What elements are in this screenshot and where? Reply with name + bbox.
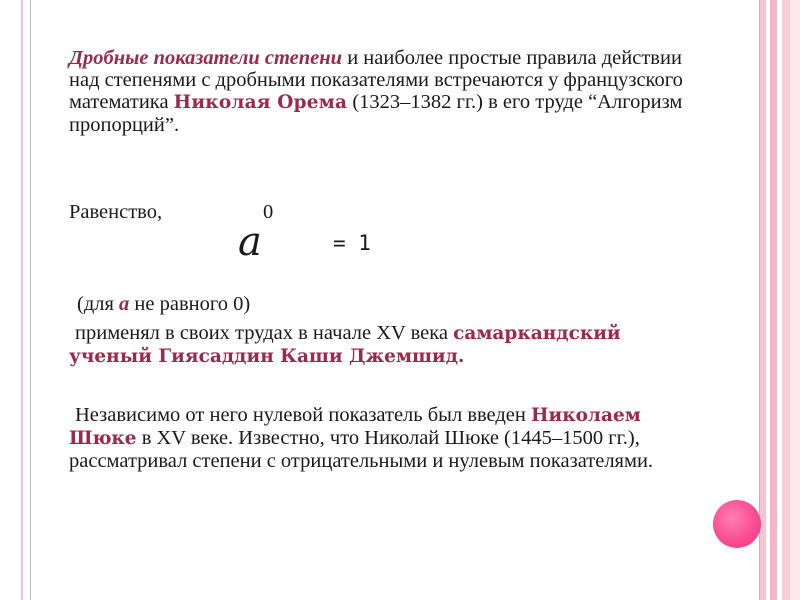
equality-label: Равенство, — [69, 201, 163, 223]
left-accent-line — [21, 0, 23, 600]
name-chuquet: Николаем Шюке — [69, 405, 641, 449]
paragraph-kashi — [69, 322, 709, 368]
pink-circle-decoration — [713, 500, 761, 548]
condition-variable: a — [119, 293, 130, 315]
condition-text: не равного 0) — [129, 293, 251, 315]
condition-text: (для — [77, 293, 120, 315]
paragraph-text: Независимо от него нулевой показатель был введен — [75, 404, 532, 426]
paragraph-text: применял в своих трудах в начале XV века — [75, 322, 454, 344]
equation-exponent: 0 — [263, 201, 274, 223]
equation-result: = 1 — [333, 231, 371, 255]
equation-base: a — [238, 219, 262, 265]
paragraph-text: (1323–1382 гг.) в его труде “Алгоризм пропорций”. — [69, 91, 683, 136]
name-kashi: самаркандский ученый Гиясаддин Каши Джемшид. — [69, 323, 621, 367]
name-oresme: Николая Орема — [173, 92, 348, 113]
paragraph-chuquet — [69, 404, 709, 472]
term-fractional-exponents: Дробные показатели степени — [69, 47, 343, 69]
paragraph-text: в XV веке. Известно, что Николай Шюке (1445–1500 гг.), рассматривал степени с отрицательными и нулевым показателями. — [69, 427, 654, 472]
right-decorative-stripes — [760, 0, 800, 600]
paragraph-oresme — [69, 47, 699, 136]
condition-note — [77, 293, 250, 315]
paragraph-text: и наиболее простые правила действии над степенями с дробными показателями встречаются у французского математика — [69, 47, 683, 113]
